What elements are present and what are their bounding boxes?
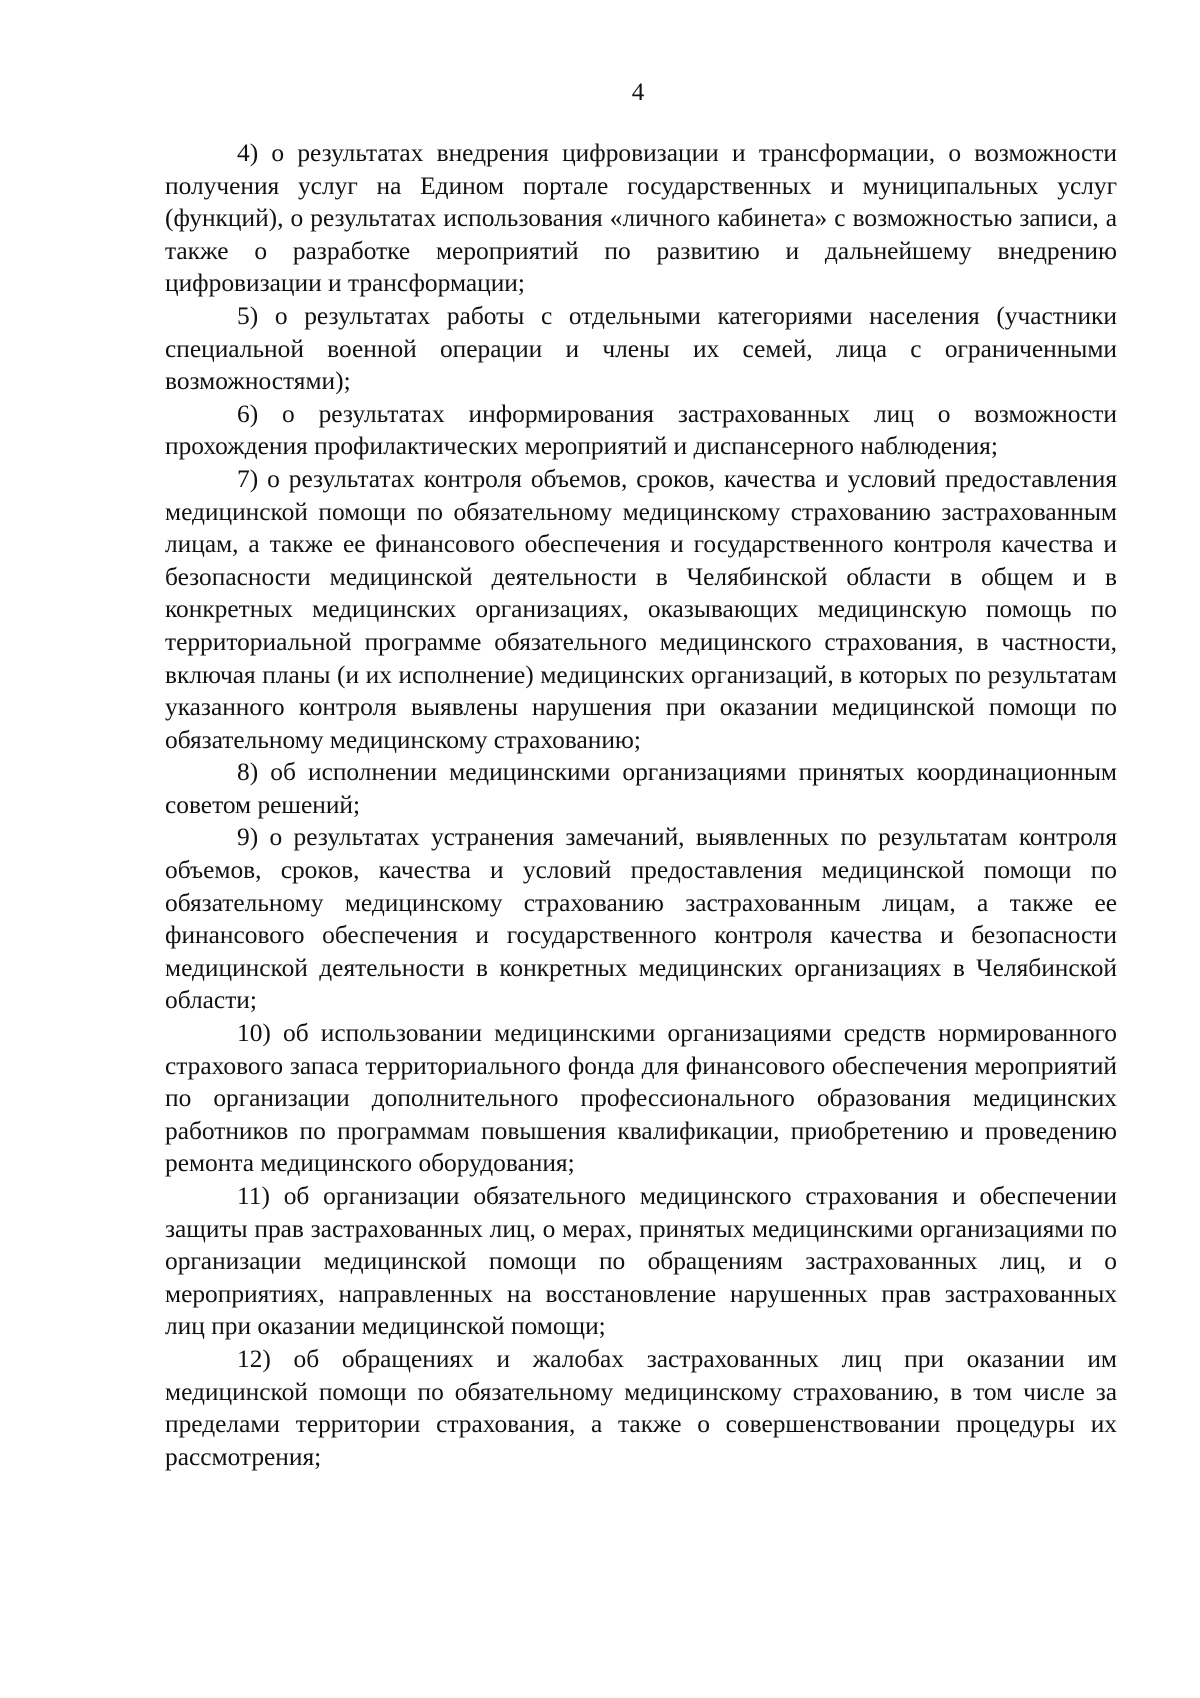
- list-item-11: 11) об организации обязательного медицинского страхования и обеспечении защиты прав застрахованных лиц, о мерах, принятых медицинскими организациями по организации медицинской помощи по обращениям застрахованных лиц, и о мероприятиях, направленных на восстановление нарушенных прав застрахованных лиц при оказании медицинской помощи;: [165, 1182, 1117, 1341]
- document-body: [165, 137, 1117, 1473]
- list-item-5: 5) о результатах работы с отдельными категориями населения (участники специальной военной операции и члены их семей, лица с ограниченными возможностями);: [165, 301, 1117, 396]
- list-item-10: 10) об использовании медицинскими организациями средств нормированного страхового запаса территориального фонда для финансового обеспечения мероприятий по организации дополнительного профессионального образования медицинских работников по программам повышения квалификации, приобретению и проведению ремонта медицинского оборудования;: [165, 1019, 1117, 1178]
- list-item-4: 4) о результатах внедрения цифровизации и трансформации, о возможности получения услуг на Едином портале государственных и муниципальных услуг (функций), о результатах использования «личного кабинета» с возможностью записи, а также о разработке мероприятий по развитию и дальнейшему внедрению цифровизации и трансформации;: [165, 139, 1117, 298]
- list-item-7: 7) о результатах контроля объемов, сроков, качества и условий предоставления медицинской помощи по обязательному медицинскому страхованию застрахованным лицам, а также ее финансового обеспечения и государственного контроля качества и безопасности медицинской деятельности в Челябинской области в общем и в конкретных медицинских организациях, оказывающих медицинскую помощь по территориальной программе обязательного медицинского страхования, в частности, включая планы (и их исполнение) медицинских организаций, в которых по результатам указанного контроля выявлены нарушения при оказании медицинской помощи по обязательному медицинскому страхованию;: [165, 464, 1117, 754]
- list-item-9: 9) о результатах устранения замечаний, выявленных по результатам контроля объемов, сроков, качества и условий предоставления медицинской помощи по обязательному медицинскому страхованию застрахованным лицам, а также ее финансового обеспечения и государственного контроля качества и безопасности медицинской деятельности в конкретных медицинских организациях в Челябинской области;: [165, 823, 1117, 1015]
- list-item-12: 12) об обращениях и жалобах застрахованных лиц при оказании им медицинской помощи по обязательному медицинскому страхованию, в том числе за пределами территории страхования, а также о совершенствовании процедуры их рассмотрения;: [165, 1344, 1117, 1471]
- list-item-8: 8) об исполнении медицинскими организациями принятых координационным советом решений;: [165, 758, 1117, 819]
- page-number: 4: [631, 79, 645, 106]
- list-item-6: 6) о результатах информирования застрахованных лиц о возможности прохождения профилактических мероприятий и диспансерного наблюдения;: [165, 399, 1117, 461]
